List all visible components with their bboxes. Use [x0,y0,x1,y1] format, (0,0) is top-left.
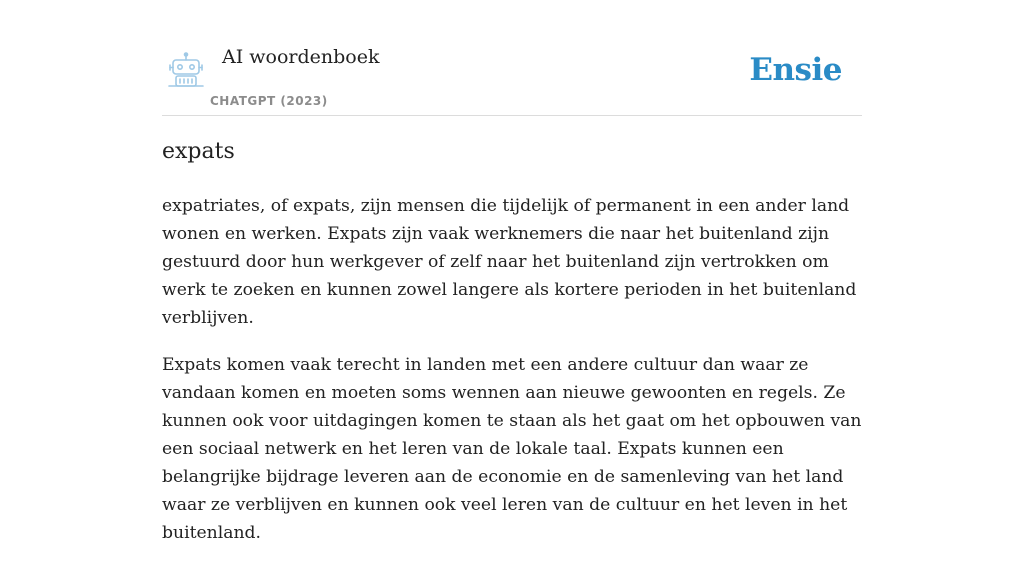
definition-paragraph: expatriates, of expats, zijn mensen die tijdelijk of permanent in een ander land wonen en werken. Expats zijn vaak werknemers die naar het buitenland zijn gestuurd door hun werkgever of zelf naar het buitenland zijn vertrokken om werk te zoeken en kunnen zowel langere als kortere perioden in het buitenland verblijven. [162,196,857,328]
robot-icon [166,52,206,90]
entry-term: expats [162,139,235,164]
dictionary-title[interactable]: AI woordenboek [222,46,380,68]
dictionary-source: CHATGPT (2023) [210,94,328,108]
definition-paragraph: Expats komen vaak terecht in landen met een andere cultuur dan waar ze vandaan komen en moeten soms wennen aan nieuwe gewoonten en regels. Ze kunnen ook voor uitdagingen komen te staan als het gaat om het opbouwen van een sociaal netwerk en het leren van de lokale taal. Expats kunnen een belangrijke bijdrage leveren aan de economie en de samenleving van het land waar ze verblijven en kunnen ook veel leren van de cultuur en het leven in het buitenland. [162,355,862,543]
ensie-logo[interactable]: Ensie [749,52,842,88]
entry-definition [162,192,862,566]
entry-header [162,36,862,116]
